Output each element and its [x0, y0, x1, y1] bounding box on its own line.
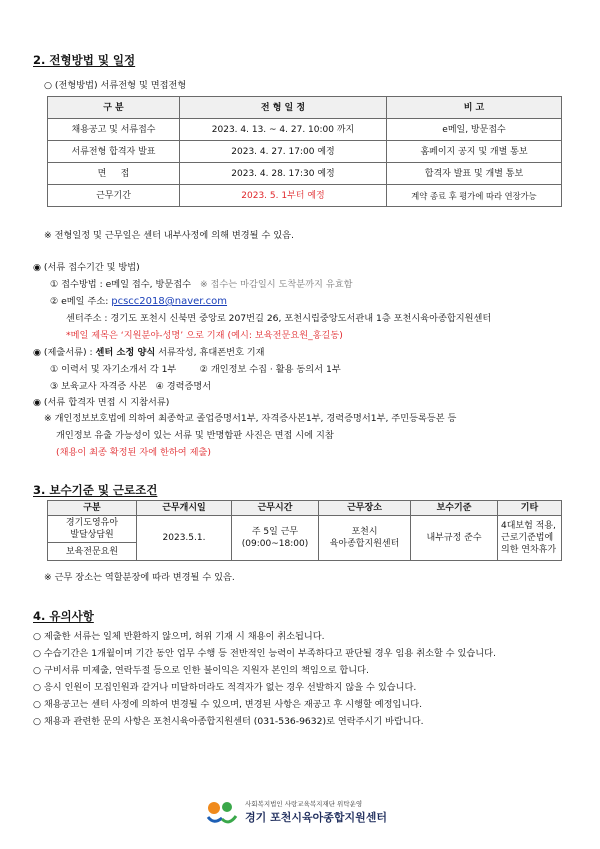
- table-cell: 근무기간: [48, 185, 180, 207]
- table-row: [48, 516, 562, 543]
- conditions-header: 보수기준: [411, 501, 498, 516]
- apply-email: [50, 296, 227, 308]
- etc-line: 4대보험 적용,: [501, 521, 556, 531]
- schedule-header: 구 분: [48, 97, 180, 119]
- conditions-header: 구분: [48, 501, 137, 516]
- docs-line-2: ③ 보육교사 자격증 사본 ④ 경력증명서: [50, 381, 212, 392]
- table-cell: 2023. 4. 28. 17:30 예정: [180, 163, 387, 185]
- docs-title-c: 서류작성, 휴대폰번호 기재: [155, 347, 265, 358]
- section-3-title: 3. 보수기준 및 근로조건: [33, 483, 158, 497]
- notice-item: ○ 채용공고는 센터 사정에 의하여 변경될 수 있으며, 변경된 사항은 재공고 후 시행할 예정입니다.: [33, 699, 423, 710]
- conditions-header: 근무개시일: [137, 501, 232, 516]
- table-row: [48, 119, 562, 141]
- table-cell: 2023. 4. 13. ~ 4. 27. 10:00 까지: [180, 119, 387, 141]
- hours-line: (09:00~18:00): [241, 539, 309, 549]
- section-4-title: 4. 유의사항: [33, 609, 94, 623]
- etc-line: 의한 연차휴가: [501, 545, 557, 555]
- notice-item: ○ 구비서류 미제출, 연락두절 등으로 인한 불이익은 지원자 본인의 책임으로 합니다.: [33, 665, 369, 676]
- center-logo: [205, 797, 405, 827]
- conditions-header: 근무장소: [319, 501, 411, 516]
- docs-title: [33, 347, 265, 359]
- table-cell: 계약 종료 후 평가에 따라 연장가능: [387, 185, 562, 207]
- docs-line-1: ① 이력서 및 자기소개서 각 1부 ② 개인정보 수집 · 활용 동의서 1부: [50, 364, 341, 375]
- schedule-header: 전 형 일 정: [180, 97, 387, 119]
- apply-title: ◉ (서류 접수기간 및 방법): [33, 262, 140, 273]
- conditions-header: 근무시간: [232, 501, 319, 516]
- center-address: 센터주소 : 경기도 포천시 신북면 중앙로 207번길 26, 포천시립중앙도서관내 1층 포천시육아종합지원센터: [66, 313, 492, 324]
- interview-line-3: (채용이 최종 확정된 자에 한하여 제출): [56, 447, 211, 458]
- logo-subtitle: 사회복지법인 사랑교육복지재단 위탁운영: [245, 800, 363, 808]
- apply-method-text: ① 접수방법 : e메일 접수, 방문접수: [50, 279, 192, 290]
- table-cell: 홈페이지 공지 및 개별 통보: [387, 141, 562, 163]
- table-cell: 채용공고 및 서류접수: [48, 119, 180, 141]
- table-cell: [498, 516, 562, 561]
- job-name-line: 경기도영유아: [65, 518, 119, 528]
- table-cell: 2023. 5. 1부터 예정: [180, 185, 387, 207]
- etc-line: 근로기준법에: [501, 533, 554, 543]
- notice-item: ○ 수습기간은 1개월이며 기간 동안 업무 수행 등 전반적인 능력이 부족하다고 판단될 경우 임용 취소할 수 있습니다.: [33, 648, 496, 659]
- schedule-table: [47, 96, 562, 207]
- hours-line: 주 5일 근무: [251, 527, 299, 537]
- email-label: ② e메일 주소:: [50, 296, 112, 307]
- notice-item: ○ 제출한 서류는 일체 반환하지 않으며, 허위 기재 시 채용이 취소됩니다.: [33, 631, 325, 642]
- logo-title: 경기 포천시육아종합지원센터: [245, 811, 387, 824]
- table-cell: 보육전문요원: [48, 543, 137, 561]
- notice-item: ○ 채용과 관련한 문의 사항은 포천시육아종합지원센터 (031-536-9632)로 연락주시기 바랍니다.: [33, 716, 424, 727]
- table-cell: e메일, 방문접수: [387, 119, 562, 141]
- table-cell: 내부규정 준수: [411, 516, 498, 561]
- conditions-table: [47, 500, 562, 561]
- logo-mark-icon: [205, 797, 241, 827]
- interview-title: ◉ (서류 합격자 면접 시 지참서류): [33, 397, 170, 408]
- schedule-header: 비 고: [387, 97, 562, 119]
- apply-method: [50, 279, 352, 291]
- mail-subject-rule: *메일 제목은 ‘지원분야-성명’ 으로 기재 (예시: 보육전문요원_홍길동): [66, 330, 343, 341]
- table-cell: 2023. 4. 27. 17:00 예정: [180, 141, 387, 163]
- docs-title-b: 센터 소정 양식: [95, 347, 156, 358]
- email-link[interactable]: pcscc2018@naver.com: [111, 296, 228, 307]
- schedule-note: ※ 전형일정 및 근무일은 센터 내부사정에 의해 변경될 수 있음.: [44, 230, 294, 241]
- interview-line-1: ※ 개인정보보호법에 의하여 최종학교 졸업증명서1부, 자격증사본1부, 경력증명서1부, 주민등록등본 등: [44, 413, 457, 424]
- place-line: 육아종합지원센터: [329, 539, 400, 549]
- table-cell: [48, 516, 137, 543]
- table-cell: [319, 516, 411, 561]
- docs-title-a: ◉ (제출서류) :: [33, 347, 96, 358]
- notice-item: ○ 응시 인원이 모집인원과 같거나 미달하더라도 적격자가 없는 경우 선발하지 않을 수 있습니다.: [33, 682, 417, 693]
- table-cell: 면 접: [48, 163, 180, 185]
- table-row: [48, 163, 562, 185]
- table-cell: [232, 516, 319, 561]
- section-2-title: 2. 전형방법 및 일정: [33, 53, 136, 67]
- table-row: [48, 185, 562, 207]
- apply-method-note: ※ 접수는 마감일시 도착분까지 유효함: [199, 279, 353, 290]
- method-line: ○ (전형방법) 서류전형 및 면접전형: [44, 80, 187, 91]
- table-cell: 서류전형 합격자 발표: [48, 141, 180, 163]
- job-name-line: 발달상담원: [70, 530, 114, 540]
- table-cell: 2023.5.1.: [137, 516, 232, 561]
- conditions-header: 기타: [498, 501, 562, 516]
- interview-line-2: 개인정보 유출 가능성이 있는 서류 및 반명함판 사진은 면접 시에 지참: [56, 430, 334, 441]
- conditions-note: ※ 근무 장소는 역할분장에 따라 변경될 수 있음.: [44, 572, 235, 583]
- table-row: [48, 141, 562, 163]
- table-cell: 합격자 발표 및 개별 통보: [387, 163, 562, 185]
- place-line: 포천시: [351, 527, 378, 537]
